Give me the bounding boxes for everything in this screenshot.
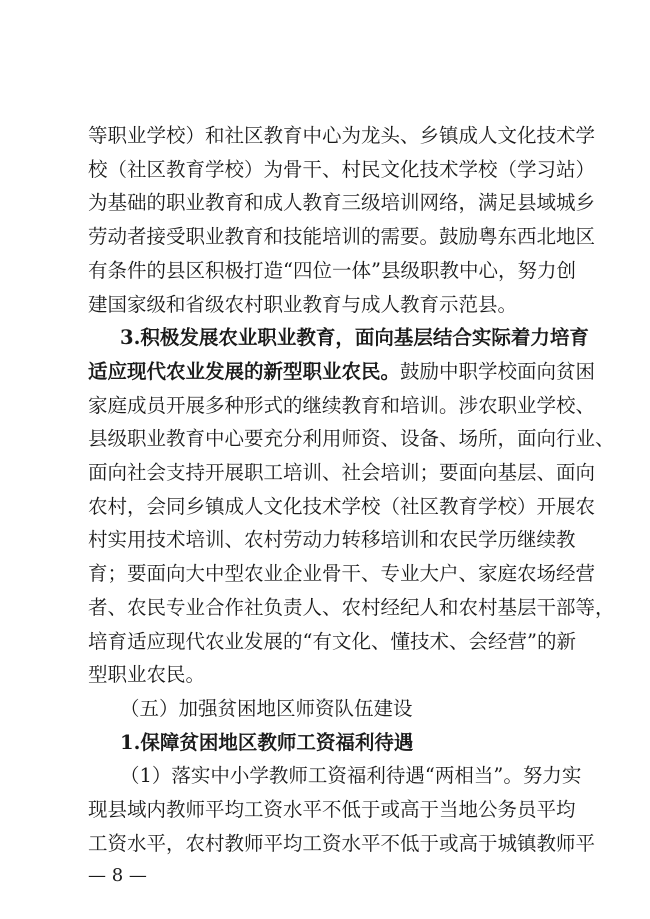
paragraph-line: 等职业学校）和社区教育中心为龙头、乡镇成人文化技术学 <box>88 124 596 147</box>
page-number: — 8 — <box>88 865 147 887</box>
paragraph-line: 农村，会同乡镇成人文化技术学校（社区教育学校）开展农 <box>88 494 596 518</box>
paragraph-text-fragment: 鼓励中职学校面向贫困 <box>400 359 596 383</box>
paragraph-line <box>88 354 596 390</box>
paragraph-line: 劳动者接受职业教育和技能培训的需要。鼓励粤东西北地区 <box>88 225 596 249</box>
paragraph-line: 校（社区教育学校）为骨干、村民文化技术学校（学习站） <box>88 157 596 181</box>
paragraph-line: 现县域内教师平均工资水平不低于或高于当地公务员平均 <box>88 798 576 821</box>
paragraph-line: 县级职业教育中心要充分利用师资、设备、场所，面向行业、 <box>88 427 615 451</box>
paragraph-line: 建国家级和省级农村职业教育与成人教育示范县。 <box>88 292 518 316</box>
bold-heading-fragment: 适应现代农业发展的新型职业农民。 <box>88 359 401 383</box>
paragraph-line: 为基础的职业教育和成人教育三级培训网络，满足县域城乡 <box>88 191 596 215</box>
paragraph-line: 面向社会支持开展职工培训、社会培训；要面向基层、面向 <box>88 461 596 484</box>
section-heading: （五）加强贫困地区师资队伍建设 <box>120 696 413 720</box>
paragraph-line: 村实用技术培训、农村劳动力转移培训和农民学历继续教 <box>88 528 576 552</box>
paragraph-line: 有条件的县区积极打造“四位一体”县级职教中心，努力创 <box>88 258 576 282</box>
bold-heading-line: 3.积极发展农业职业教育，面向基层结合实际着力培育 <box>120 326 589 350</box>
paragraph-line: 工资水平，农村教师平均工资水平不低于或高于城镇教师平 <box>88 831 596 855</box>
paragraph-line: 育；要面向大中型农业企业骨干、专业大户、家庭农场经营 <box>88 562 596 586</box>
paragraph-line: 型职业农民。 <box>88 663 206 687</box>
paragraph-line: 家庭成员开展多种形式的继续教育和培训。涉农职业学校、 <box>88 393 596 417</box>
paragraph-line: （1）落实中小学教师工资福利待遇“两相当”。努力实 <box>120 764 582 788</box>
subsection-heading: 1.保障贫困地区教师工资福利待遇 <box>120 730 414 754</box>
paragraph-line: 者、农民专业合作社负责人、农村经纪人和农村基层干部等， <box>88 595 615 619</box>
paragraph-line: 培育适应现代农业发展的“有文化、懂技术、会经营”的新 <box>88 629 576 653</box>
